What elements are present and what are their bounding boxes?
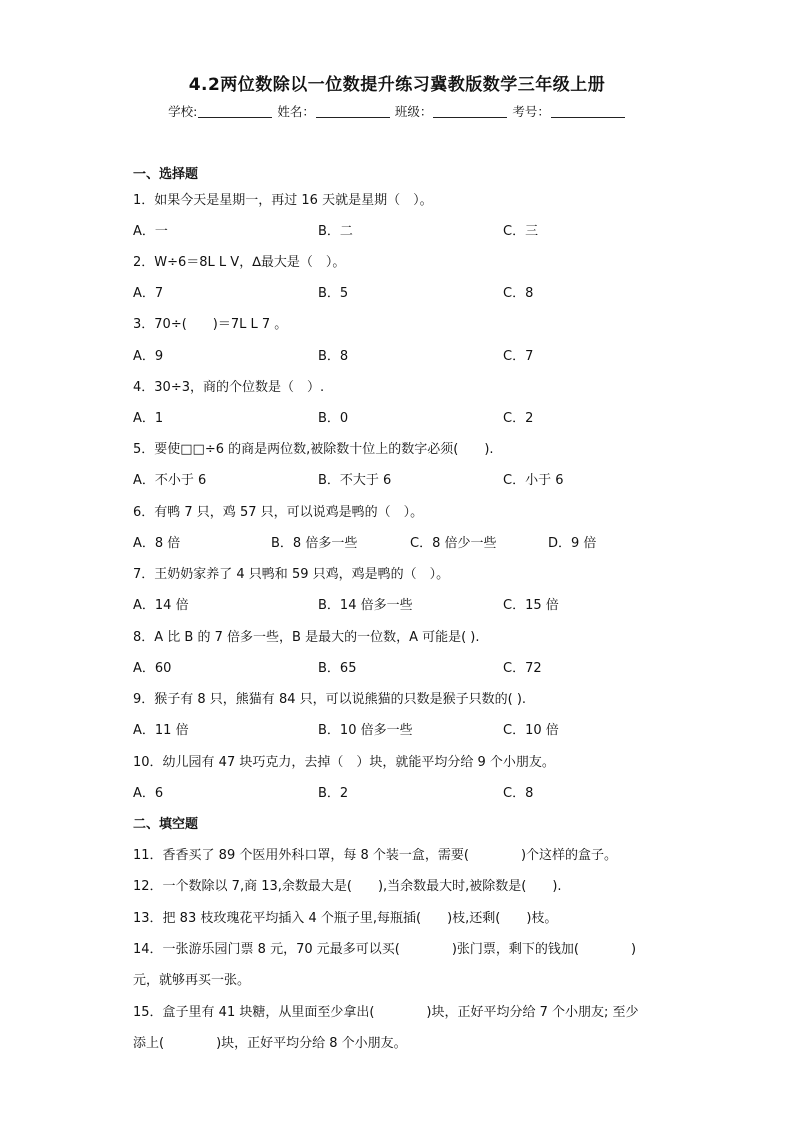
q9-option-a: A．11 倍 — [133, 723, 189, 738]
section-heading-fill-blank: 二、填空题 — [133, 817, 199, 832]
q8-option-b: B．65 — [318, 661, 357, 676]
question-2: 2．W÷6＝8L L V，∆最大是（ ）。 — [133, 255, 346, 270]
q4-option-c: C．2 — [503, 411, 534, 426]
name-blank — [316, 104, 390, 118]
question-9: 9．猴子有 8 只，熊猫有 84 只，可以说熊猫的只数是猴子只数的( ). — [133, 692, 527, 707]
exam-no-label: 考号： — [512, 104, 550, 119]
q2-option-a: A．7 — [133, 286, 164, 301]
q7-option-b: B．14 倍多一些 — [318, 598, 413, 613]
question-15-line-2: 添上( )块，正好平均分给 8 个小朋友。 — [133, 1036, 407, 1051]
q1-option-a: A．一 — [133, 224, 168, 239]
q3-option-b: B．8 — [318, 349, 349, 364]
question-12: 12．一个数除以 7,商 13,余数最大是( ),当余数最大时,被除数是( ). — [133, 879, 562, 894]
q8-option-a: A．60 — [133, 661, 172, 676]
q3-option-c: C．7 — [503, 349, 534, 364]
q7-option-a: A．14 倍 — [133, 598, 189, 613]
q10-option-b: B．2 — [318, 786, 349, 801]
q10-option-a: A．6 — [133, 786, 164, 801]
question-10: 10．幼儿园有 47 块巧克力，去掉（ ）块，就能平均分给 9 个小朋友。 — [133, 755, 555, 770]
q5-option-c: C．小于 6 — [503, 473, 564, 488]
q4-option-a: A．1 — [133, 411, 164, 426]
section-heading-choice: 一、选择题 — [133, 167, 199, 182]
question-11: 11．香香买了 89 个医用外科口罩，每 8 个装一盒，需要( )个这样的盒子。 — [133, 848, 618, 863]
q6-option-c: C．8 倍少一些 — [410, 536, 497, 551]
class-blank — [433, 104, 507, 118]
q1-option-c: C．三 — [503, 224, 539, 239]
question-15-line-1: 15．盒子里有 41 块糖，从里面至少拿出( )块，正好平均分给 7 个小朋友; 至少 — [133, 1005, 639, 1020]
q4-option-b: B．0 — [318, 411, 349, 426]
question-3: 3．70÷( )＝7L L 7 。 — [133, 317, 288, 332]
student-info-line — [0, 102, 794, 120]
question-5: 5．要使□□÷6 的商是两位数,被除数十位上的数字必须( ). — [133, 442, 494, 457]
q6-option-b: B．8 倍多一些 — [271, 536, 358, 551]
q9-option-c: C．10 倍 — [503, 723, 559, 738]
q5-option-a: A．不小于 6 — [133, 473, 207, 488]
question-13: 13．把 83 枝玫瑰花平均插入 4 个瓶子里,每瓶插( )枝,还剩( )枝。 — [133, 911, 558, 926]
question-8: 8．A 比 B 的 7 倍多一些，B 是最大的一位数，A 可能是( ). — [133, 630, 480, 645]
page-title: 4.2两位数除以一位数提升练习冀教版数学三年级上册 — [188, 75, 606, 95]
q7-option-c: C．15 倍 — [503, 598, 559, 613]
question-6: 6．有鸭 7 只，鸡 57 只，可以说鸡是鸭的（ ）。 — [133, 505, 424, 520]
exam-no-blank — [551, 104, 625, 118]
question-4: 4．30÷3，商的个位数是（ ）. — [133, 380, 325, 395]
q2-option-c: C．8 — [503, 286, 534, 301]
q2-option-b: B．5 — [318, 286, 349, 301]
question-7: 7．王奶奶家养了 4 只鸭和 59 只鸡，鸡是鸭的（ ）。 — [133, 567, 450, 582]
q1-option-b: B．二 — [318, 224, 353, 239]
name-label: 姓名： — [277, 104, 315, 119]
q6-option-d: D．9 倍 — [548, 536, 597, 551]
q10-option-c: C．8 — [503, 786, 534, 801]
school-blank — [198, 104, 272, 118]
class-label: 班级： — [394, 104, 433, 119]
q8-option-c: C．72 — [503, 661, 542, 676]
question-14-line-1: 14．一张游乐园门票 8 元，70 元最多可以买( )张门票，剩下的钱加( ) — [133, 942, 637, 957]
question-14-line-2: 元，就够再买一张。 — [133, 973, 251, 988]
q3-option-a: A．9 — [133, 349, 164, 364]
q9-option-b: B．10 倍多一些 — [318, 723, 413, 738]
school-label: 学校: — [168, 104, 198, 119]
question-1: 1．如果今天是星期一，再过 16 天就是星期（ ）。 — [133, 193, 433, 208]
q6-option-a: A．8 倍 — [133, 536, 181, 551]
q5-option-b: B．不大于 6 — [318, 473, 392, 488]
